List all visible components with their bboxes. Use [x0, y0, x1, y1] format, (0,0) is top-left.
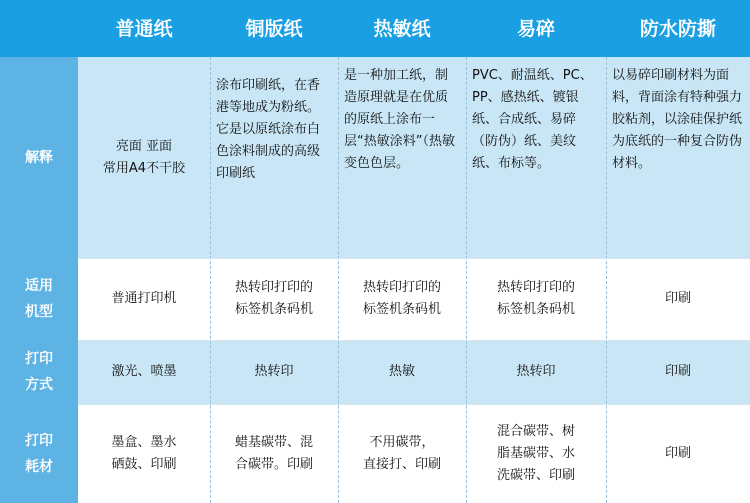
column-divider	[606, 57, 608, 503]
cell-coated-machine: 热转印打印的 标签机条码机	[210, 258, 338, 340]
row-label-explanation: 解释	[0, 57, 78, 258]
row-divider	[78, 340, 750, 341]
cell-waterproof-machine: 印刷	[606, 258, 750, 340]
cell-fragile-method: 热转印	[466, 340, 606, 404]
cell-plain-machine: 普通打印机	[78, 258, 210, 340]
column-divider	[466, 57, 468, 503]
header-coated-paper: 铜版纸	[210, 0, 338, 57]
corner-cell	[0, 0, 78, 57]
cell-waterproof-explanation: 以易碎印刷材料为面料，背面涂有特种强力胶粘剂，以涂硅保护纸为底纸的一种复合防伪材料。	[606, 57, 750, 258]
row-label-consumables: 打印 耗材	[0, 404, 78, 503]
cell-fragile-machine: 热转印打印的 标签机条码机	[466, 258, 606, 340]
cell-waterproof-method: 印刷	[606, 340, 750, 404]
header-waterproof: 防水防撕	[606, 0, 750, 57]
cell-thermal-consumables: 不用碳带， 直接打、印刷	[338, 404, 466, 503]
cell-coated-consumables: 蜡基碳带、混 合碳带。印刷	[210, 404, 338, 503]
cell-coated-explanation: 涂布印刷纸，在香港等地成为粉纸。它是以原纸涂布白色涂料制成的高级印刷纸	[210, 57, 338, 258]
column-divider	[338, 57, 340, 503]
cell-fragile-explanation: PVC、耐温纸、PC、PP、感热纸、镀银纸、合成纸、易碎（防伪）纸、美纹纸、布标等。	[466, 57, 606, 258]
cell-plain-consumables: 墨盒、墨水 硒鼓、印刷	[78, 404, 210, 503]
column-divider	[210, 57, 212, 503]
cell-thermal-explanation: 是一种加工纸，制造原理就是在优质的原纸上涂布一层“热敏涂料”（热敏变色色层。	[338, 57, 466, 258]
row-label-print-method: 打印 方式	[0, 340, 78, 404]
cell-coated-method: 热转印	[210, 340, 338, 404]
cell-plain-method: 激光、喷墨	[78, 340, 210, 404]
header-thermal-paper: 热敏纸	[338, 0, 466, 57]
row-label-machine: 适用 机型	[0, 258, 78, 340]
cell-fragile-consumables: 混合碳带、树 脂基碳带、水 洗碳带、印刷	[466, 404, 606, 503]
row-divider	[78, 258, 750, 259]
cell-plain-explanation: 亮面 亚面 常用A4不干胶	[78, 57, 210, 258]
header-fragile: 易碎	[466, 0, 606, 57]
header-plain-paper: 普通纸	[78, 0, 210, 57]
cell-thermal-machine: 热转印打印的 标签机条码机	[338, 258, 466, 340]
cell-waterproof-consumables: 印刷	[606, 404, 750, 503]
row-divider	[78, 404, 750, 405]
cell-thermal-method: 热敏	[338, 340, 466, 404]
